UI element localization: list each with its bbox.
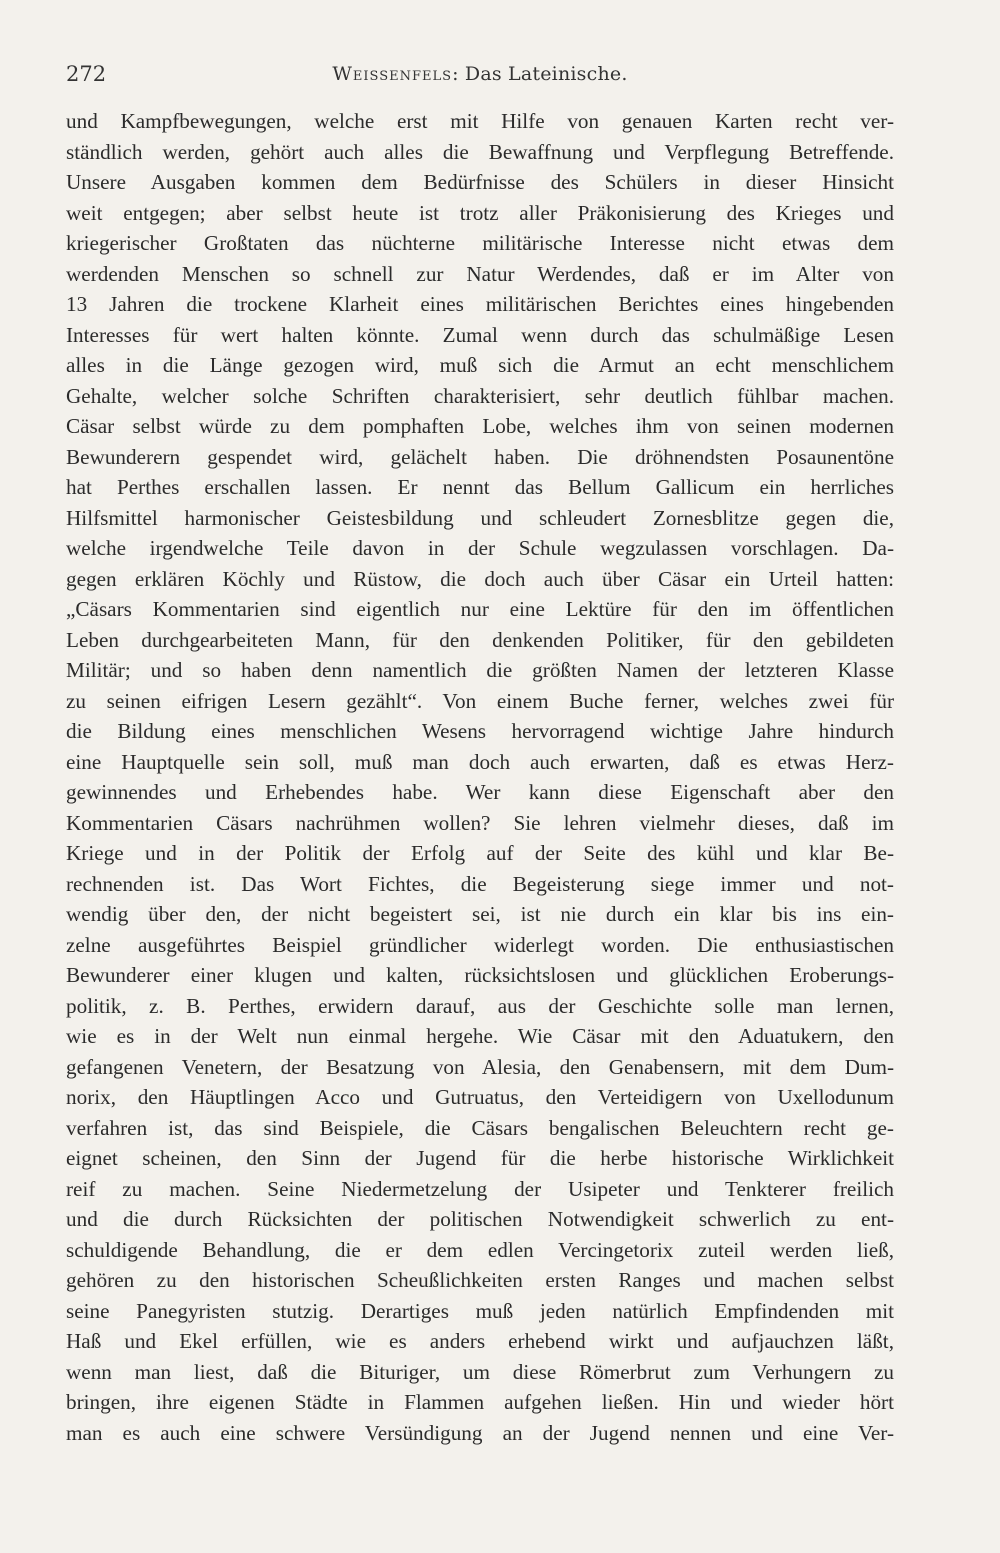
- text-line: Hilfsmittel harmonischer Geistesbildung und schleudert Zornesblitze gegen die,: [66, 505, 894, 530]
- running-head-title: Das Lateinische.: [464, 63, 628, 85]
- text-line: Interesses für wert halten könnte. Zumal wenn durch das schulmäßige Lesen: [66, 322, 894, 347]
- text-line: norix, den Häuptlingen Acco und Gutruatus, den Verteidigern von Uxellodunum: [66, 1085, 894, 1109]
- text-line: Leben durchgearbeiteten Mann, für den denkenden Politiker, für den gebildeten: [66, 627, 894, 652]
- text-line: gehören zu den historischen Scheußlichkeiten ersten Ranges und machen selbst: [66, 1268, 894, 1292]
- text-line: hat Perthes erschallen lassen. Er nennt das Bellum Gallicum ein herrliches: [66, 475, 894, 499]
- text-line: und Kampfbewegungen, welche erst mit Hilfe von genauen Karten recht ver-: [66, 109, 894, 133]
- text-line: Militär; und so haben denn namentlich die größten Namen der letzteren Klasse: [66, 658, 894, 682]
- text-line: Kommentarien Cäsars nachrühmen wollen? Sie lehren vielmehr dieses, daß im: [66, 810, 894, 835]
- text-line: Bewunderer einer klugen und kalten, rücksichtslosen und glücklichen Eroberungs-: [66, 963, 894, 987]
- running-head-author: Weissenfels: [332, 63, 453, 85]
- text-line: alles in die Länge gezogen wird, muß sich die Armut an echt menschlichem: [66, 353, 894, 377]
- text-line: bringen, ihre eigenen Städte in Flammen aufgehen ließen. Hin und wieder hört: [66, 1390, 894, 1414]
- running-head-separator: :: [452, 63, 465, 85]
- text-line: ständlich werden, gehört auch alles die Bewaffnung und Verpflegung Betreffende.: [66, 139, 894, 164]
- text-line: gewinnendes und Erhebendes habe. Wer kann diese Eigenschaft aber den: [66, 780, 894, 804]
- text-line: gegen erklären Köchly und Rüstow, die doch auch über Cäsar ein Urteil hatten:: [66, 566, 894, 591]
- text-line: reif zu machen. Seine Niedermetzelung der Usipeter und Tenkterer freilich: [66, 1176, 894, 1201]
- text-line: 13 Jahren die trockene Klarheit eines militärischen Berichtes eines hingebenden: [66, 292, 894, 316]
- text-line: eine Hauptquelle sein soll, muß man doch auch erwarten, daß es etwas Herz-: [66, 749, 894, 774]
- text-line: eignet scheinen, den Sinn der Jugend für die herbe historische Wirklichkeit: [66, 1146, 894, 1170]
- text-line: zu seinen eifrigen Lesern gezählt“. Von einem Buche ferner, welches zwei für: [66, 688, 894, 713]
- text-line: man es auch eine schwere Versündigung an der Jugend nennen und eine Ver-: [66, 1420, 894, 1445]
- text-line: werdenden Menschen so schnell zur Natur Werdendes, daß er im Alter von: [66, 261, 894, 286]
- page-number: 272: [66, 62, 107, 86]
- text-line: politik, z. B. Perthes, erwidern darauf, aus der Geschichte solle man lernen,: [66, 993, 894, 1018]
- text-line: wendig über den, der nicht begeistert sei, ist nie durch ein klar bis ins ein-: [66, 902, 894, 926]
- text-line: weit entgegen; aber selbst heute ist trotz aller Präkonisierung des Krieges und: [66, 200, 894, 225]
- text-line: Unsere Ausgaben kommen dem Bedürfnisse des Schülers in dieser Hinsicht: [66, 170, 894, 194]
- text-line: gefangenen Venetern, der Besatzung von Alesia, den Genabensern, mit dem Dum-: [66, 1054, 894, 1079]
- page-header: [66, 58, 894, 90]
- text-line: Bewunderern gespendet wird, gelächelt haben. Die dröhnendsten Posaunentöne: [66, 444, 894, 469]
- text-line: und die durch Rücksichten der politischen Notwendigkeit schwerlich zu ent-: [66, 1207, 894, 1231]
- text-line: wie es in der Welt nun einmal hergehe. Wie Cäsar mit den Aduatukern, den: [66, 1024, 894, 1048]
- text-line: welche irgendwelche Teile davon in der Schule wegzulassen vorschlagen. Da-: [66, 536, 894, 560]
- text-line: Gehalte, welcher solche Schriften charakterisiert, sehr deutlich fühlbar machen.: [66, 383, 894, 408]
- running-head: [66, 58, 894, 90]
- text-line: Cäsar selbst würde zu dem pomphaften Lobe, welches ihm von seinen modernen: [66, 414, 894, 438]
- text-line: kriegerischer Großtaten das nüchterne militärische Interesse nicht etwas dem: [66, 231, 894, 255]
- text-line: Kriege und in der Politik der Erfolg auf der Seite des kühl und klar Be-: [66, 841, 894, 865]
- text-line: die Bildung eines menschlichen Wesens hervorragend wichtige Jahre hindurch: [66, 719, 894, 743]
- text-line: zelne ausgeführtes Beispiel gründlicher widerlegt worden. Die enthusiastischen: [66, 932, 894, 957]
- body-text: [66, 106, 894, 1448]
- text-line: rechnenden ist. Das Wort Fichtes, die Begeisterung siege immer und not-: [66, 871, 894, 896]
- text-line: verfahren ist, das sind Beispiele, die Cäsars bengalischen Beleuchtern recht ge-: [66, 1115, 894, 1140]
- text-line: schuldigende Behandlung, die er dem edlen Vercingetorix zuteil werden ließ,: [66, 1237, 894, 1262]
- text-line: „Cäsars Kommentarien sind eigentlich nur eine Lektüre für den im öffentlichen: [66, 597, 894, 621]
- text-line: wenn man liest, daß die Bituriger, um diese Römerbrut zum Verhungern zu: [66, 1359, 894, 1384]
- text-line: seine Panegyristen stutzig. Derartiges muß jeden natürlich Empfindenden mit: [66, 1298, 894, 1323]
- text-line: Haß und Ekel erfüllen, wie es anders erhebend wirkt und aufjauchzen läßt,: [66, 1329, 894, 1353]
